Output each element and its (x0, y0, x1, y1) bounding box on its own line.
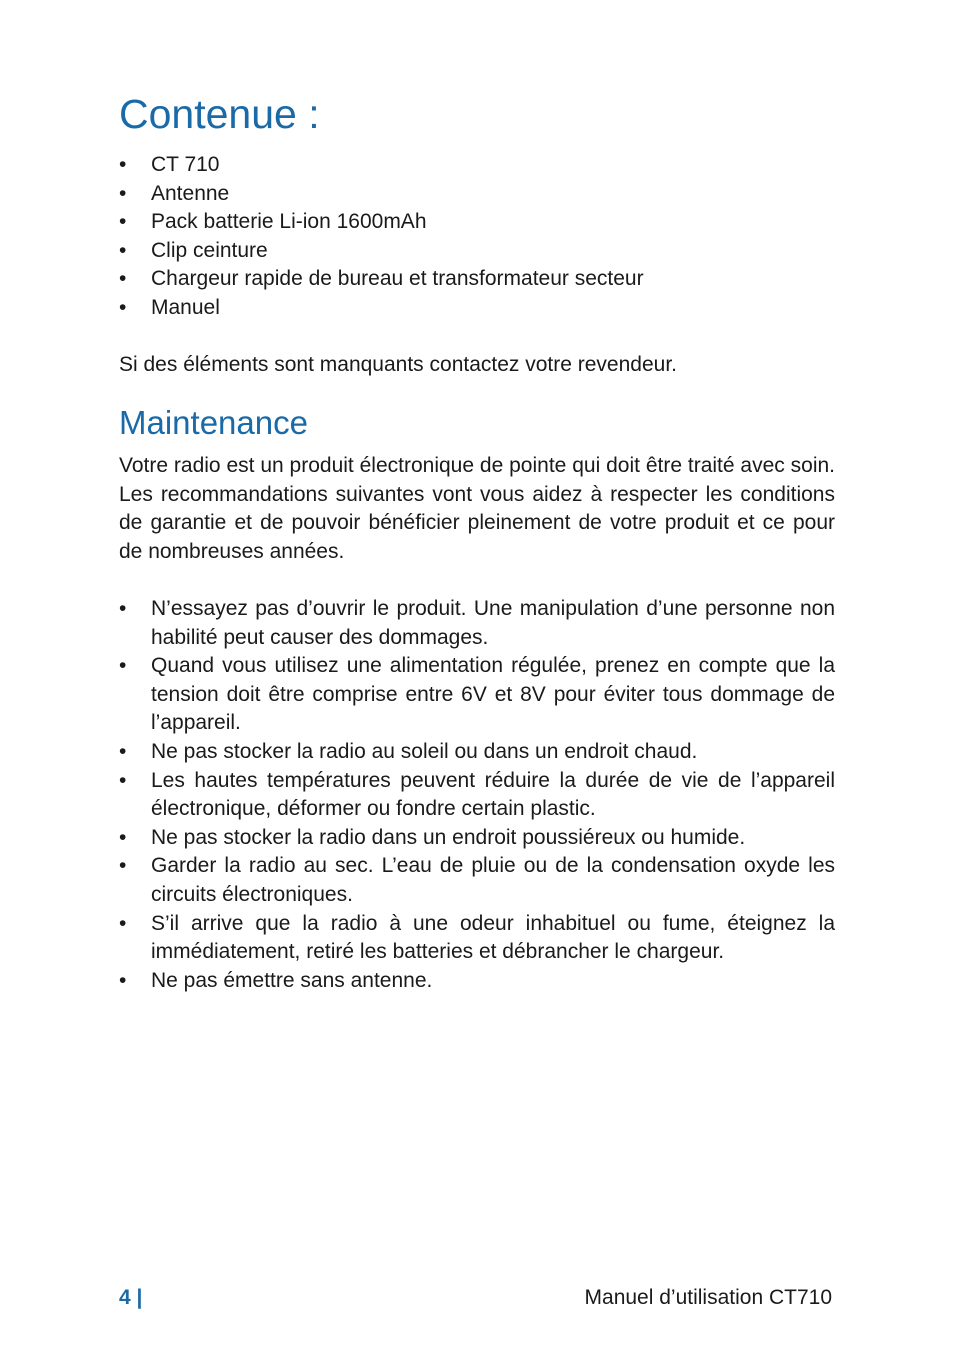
list-item (119, 738, 835, 767)
list-item (119, 652, 835, 738)
list-item-text: Clip ceinture (151, 238, 268, 262)
bullet-icon: • (119, 597, 127, 620)
contents-list (119, 151, 835, 323)
bullet-icon: • (119, 854, 127, 878)
bullet-icon: • (119, 968, 127, 992)
list-item (119, 767, 835, 824)
bullet-icon: • (119, 768, 127, 792)
list-item-text: CT 710 (151, 153, 220, 176)
list-item (119, 208, 835, 237)
list-item-text: Antenne (151, 181, 230, 205)
maintenance-list (119, 595, 835, 995)
bullet-icon: • (119, 181, 127, 205)
bullet-icon: • (119, 238, 127, 262)
bullet-icon: • (119, 654, 127, 678)
list-item (119, 910, 835, 967)
bullet-icon: • (119, 267, 127, 291)
list-item (119, 151, 835, 180)
list-item (119, 595, 835, 652)
footer-manual-title: Manuel d’utilisation CT710 (584, 1286, 832, 1309)
bullet-icon: • (119, 911, 127, 935)
list-item-text: Ne pas stocker la radio au soleil ou dans un endroit chaud. (151, 739, 698, 763)
list-item (119, 180, 835, 209)
list-item-text: Ne pas stocker la radio dans un endroit poussiéreux ou humide. (151, 825, 746, 849)
bullet-icon: • (119, 295, 127, 319)
list-item (119, 265, 835, 294)
list-item (119, 824, 835, 853)
list-item-text: Ne pas émettre sans antenne. (151, 968, 433, 992)
list-item-text: Pack batterie Li-ion 1600mAh (151, 210, 427, 234)
bullet-icon: • (119, 153, 127, 176)
list-item-text: Manuel (151, 295, 220, 319)
section-heading-maintenance: Maintenance (119, 404, 308, 441)
bullet-icon: • (119, 210, 127, 234)
bullet-icon: • (119, 825, 127, 849)
missing-items-note: Si des éléments sont manquants contactez votre revendeur. (119, 353, 677, 376)
list-item (119, 237, 835, 266)
page-title: Contenue : (119, 91, 320, 137)
maintenance-intro: Votre radio est un produit électronique de pointe qui doit être traité avec soin. Les recommandations suivantes vont vous aidez à respecter les conditions de garantie et de pouvoir bénéficier pleinement de votre produit et ce pour de nombreuses années. (119, 454, 835, 563)
list-item-text: Chargeur rapide de bureau et transformateur secteur (151, 267, 644, 291)
list-item (119, 852, 835, 909)
bullet-icon: • (119, 739, 127, 763)
page-number: 4 | (119, 1286, 143, 1309)
list-item-text: Les hautes températures peuvent réduire la durée de vie de l’appareil électronique, déformer ou fondre certain plastic. (151, 768, 835, 821)
list-item-text: Garder la radio au sec. L’eau de pluie ou de la condensation oxyde les circuits électroniques. (151, 854, 835, 906)
list-item (119, 967, 835, 996)
list-item-text: S’il arrive que la radio à une odeur inhabituel ou fume, éteignez la immédiatement, retiré les batteries et débrancher le chargeur. (151, 911, 835, 964)
list-item (119, 294, 835, 323)
list-item-text: Quand vous utilisez une alimentation régulée, prenez en compte que la tension doit être comprise entre 6V et 8V pour éviter tous dommage de l’appareil. (151, 654, 835, 735)
list-item-text: N’essayez pas d’ouvrir le produit. Une manipulation d’une personne non habilité peut causer des dommages. (151, 597, 835, 649)
